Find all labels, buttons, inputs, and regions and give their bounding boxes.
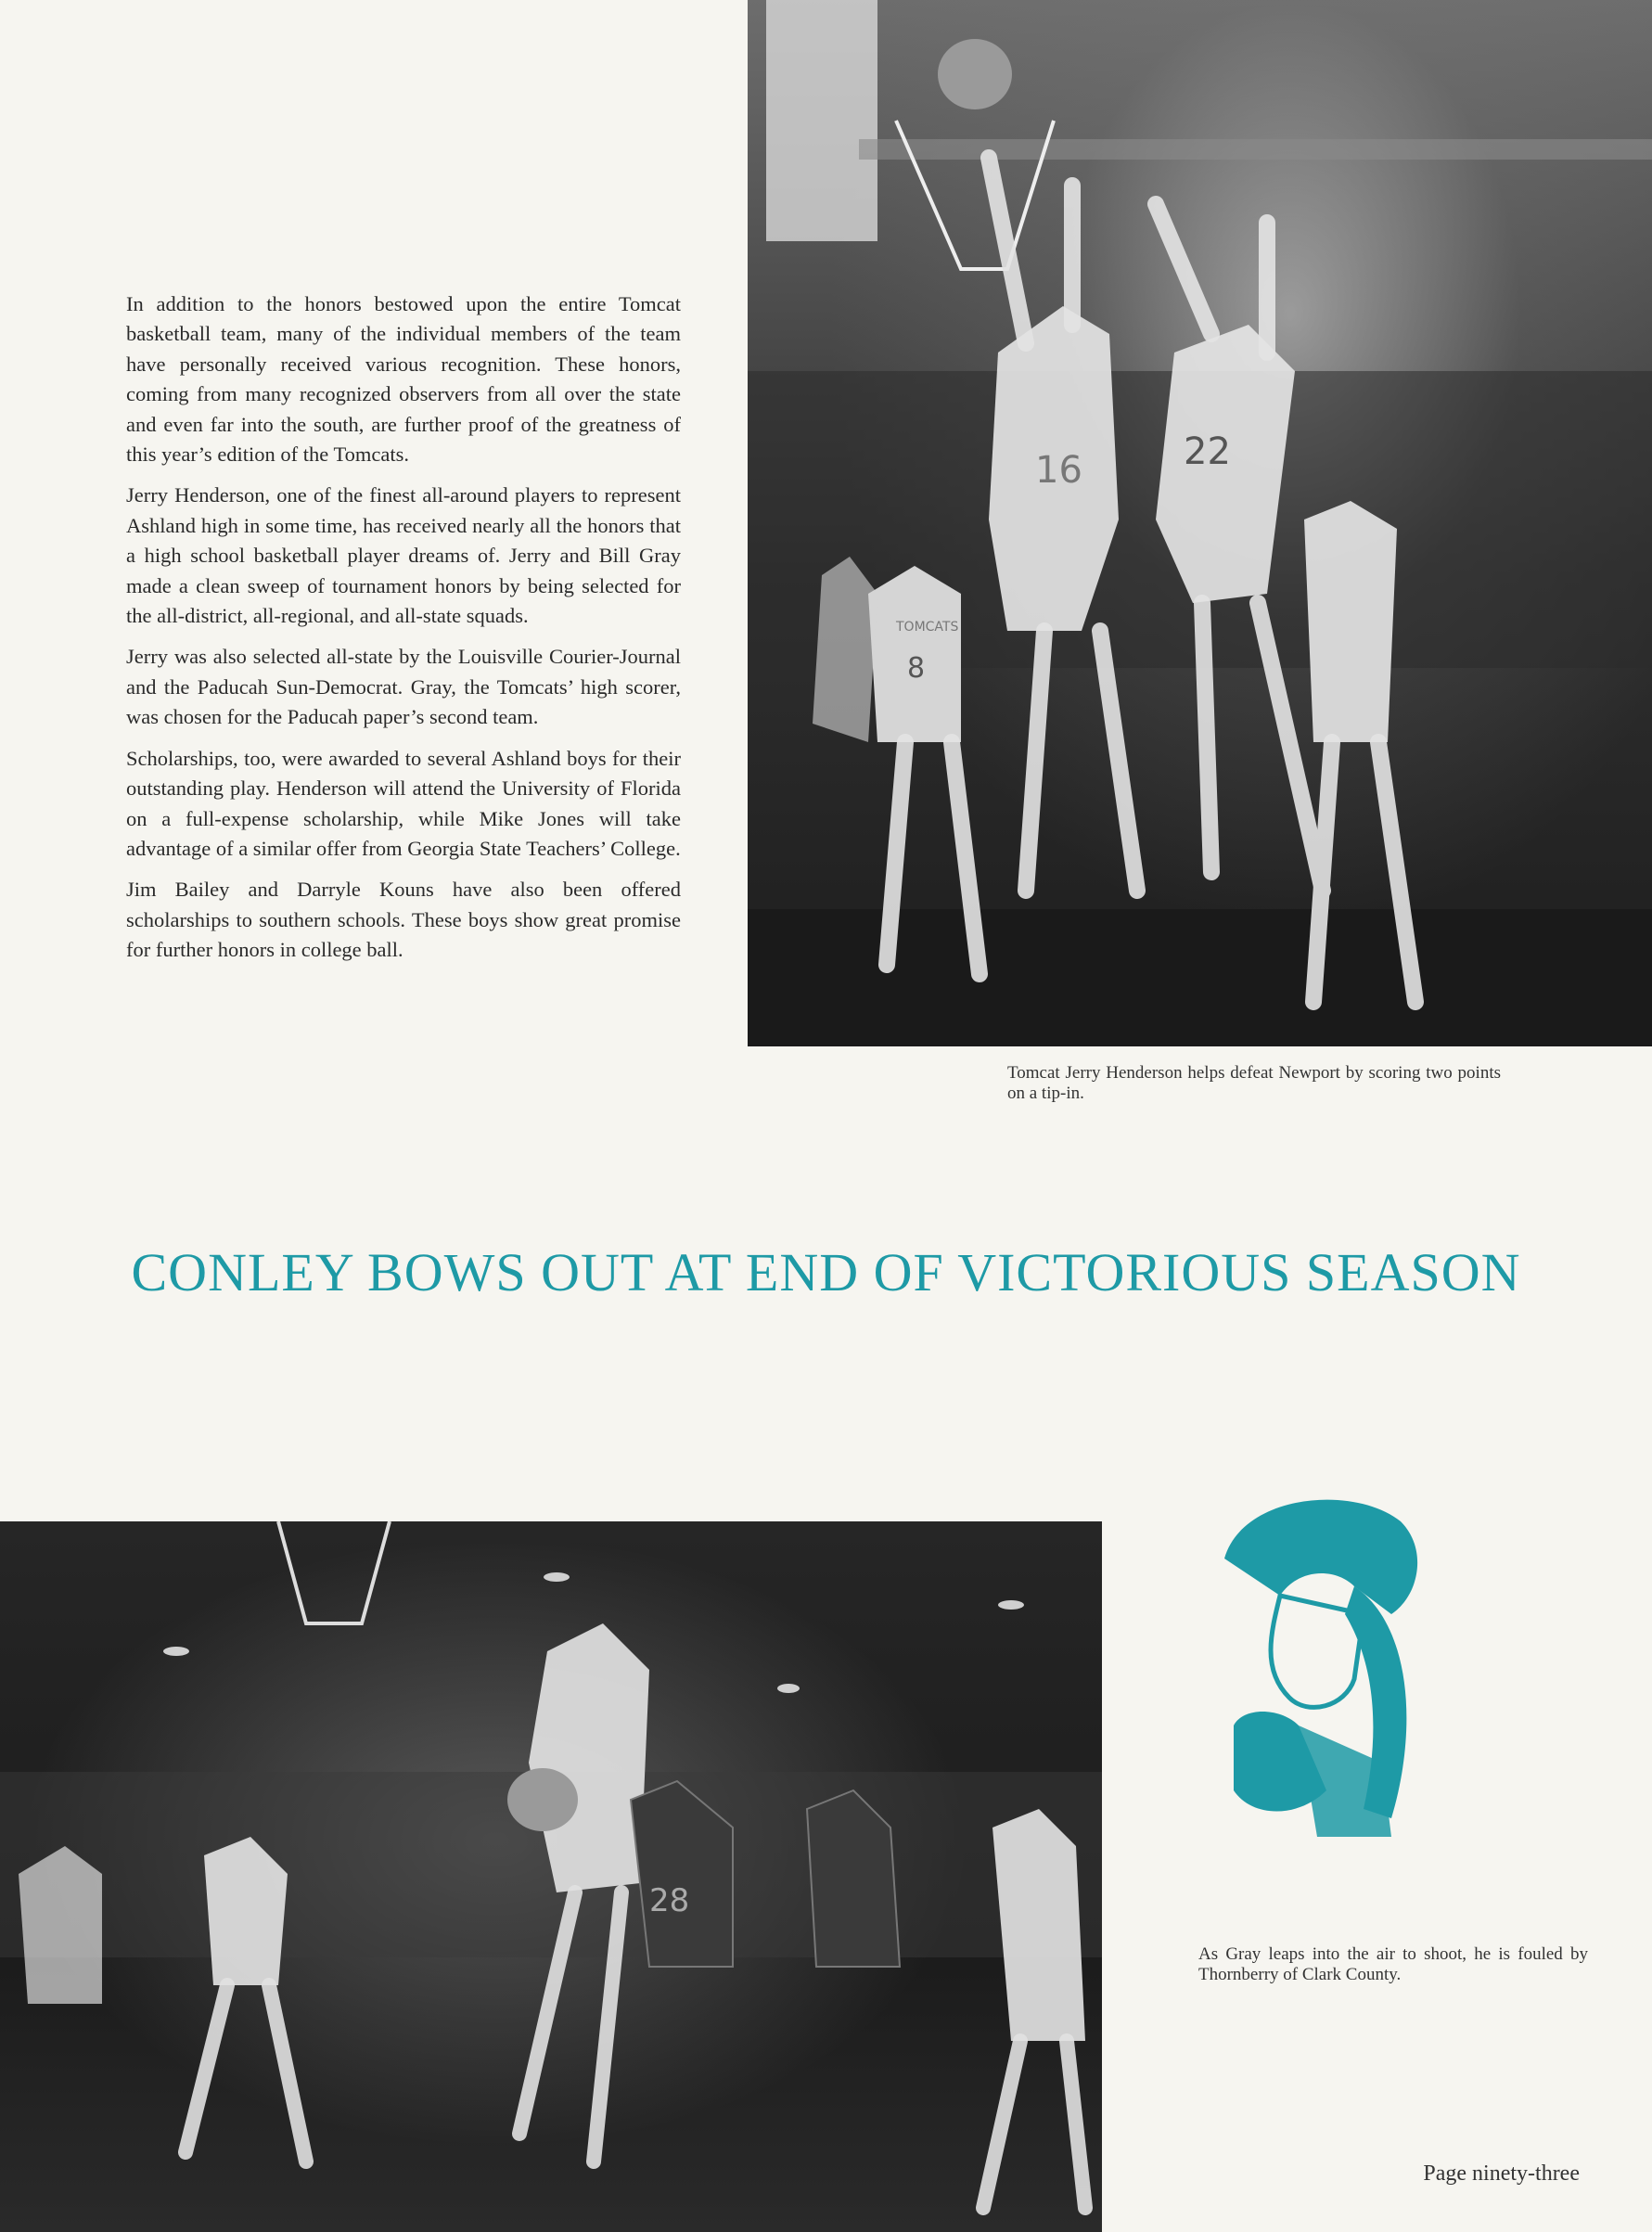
jersey-text: TOMCATS	[896, 620, 959, 635]
paragraph-4: Scholarships, too, were awarded to several Ashland boys for their outstanding play. Henderson will attend the University of Florida on a full-expense scholarship, while Mike Jones will take advantage of a similar offer from Georgia State Teachers’ College.	[126, 746, 681, 860]
headline: CONLEY BOWS OUT AT END OF VICTORIOUS SEASON	[131, 1242, 1521, 1302]
paragraph-1: In addition to the honors bestowed upon the entire Tomcat basketball team, many of the individual members of the team have personally received various recognition. These honors, coming from many recognized observers from all over the state and even far into the south, are further proof of the greatness of this year’s edition of the Tomcats.	[126, 292, 681, 467]
paragraph-2: Jerry Henderson, one of the finest all-around players to represent Ashland high in some time, has received nearly all the honors that a high school basketball player dreams of. Jerry and Bill Gray made a clean sweep of tournament honors by being selected for the all-district, all-regional, and all-state squads.	[126, 483, 681, 628]
jersey-number-16: 16	[1035, 449, 1082, 492]
jersey-number-22: 22	[1184, 430, 1231, 473]
article-body	[126, 289, 681, 977]
caption-top-photo: Tomcat Jerry Henderson helps defeat Newport by scoring two points on a tip-in.	[1007, 1063, 1501, 1103]
jersey-number-28: 28	[649, 1882, 690, 1919]
basket-net	[278, 1521, 390, 1623]
basketball	[938, 39, 1012, 109]
page-number: Page ninety-three	[1423, 2161, 1580, 2186]
photo-henderson-tip-in	[748, 0, 1652, 1046]
photo-top-illustration	[748, 0, 1652, 1046]
beam	[859, 139, 1652, 160]
photo-bottom-illustration	[0, 1521, 1102, 2232]
paragraph-5: Jim Bailey and Darryle Kouns have also been offered scholarships to southern schools. These boys show great promise for further honors in college ball.	[126, 878, 681, 962]
paragraph-3: Jerry was also selected all-state by the Louisville Courier-Journal and the Paducah Sun-Democrat. Gray, the Tomcats’ high scorer, was chosen for the Paducah paper’s second team.	[126, 645, 681, 729]
basketball	[507, 1768, 578, 1831]
photo-gray-fouled	[0, 1521, 1102, 2232]
hat	[1224, 1500, 1417, 1614]
figure-illustration	[1206, 1484, 1447, 1855]
caption-bottom-photo: As Gray leaps into the air to shoot, he is fouled by Thornberry of Clark County.	[1198, 1944, 1588, 1984]
jersey-number-8: 8	[907, 652, 926, 685]
teal-figure-drawing	[1206, 1484, 1447, 1855]
backboard	[766, 0, 877, 241]
